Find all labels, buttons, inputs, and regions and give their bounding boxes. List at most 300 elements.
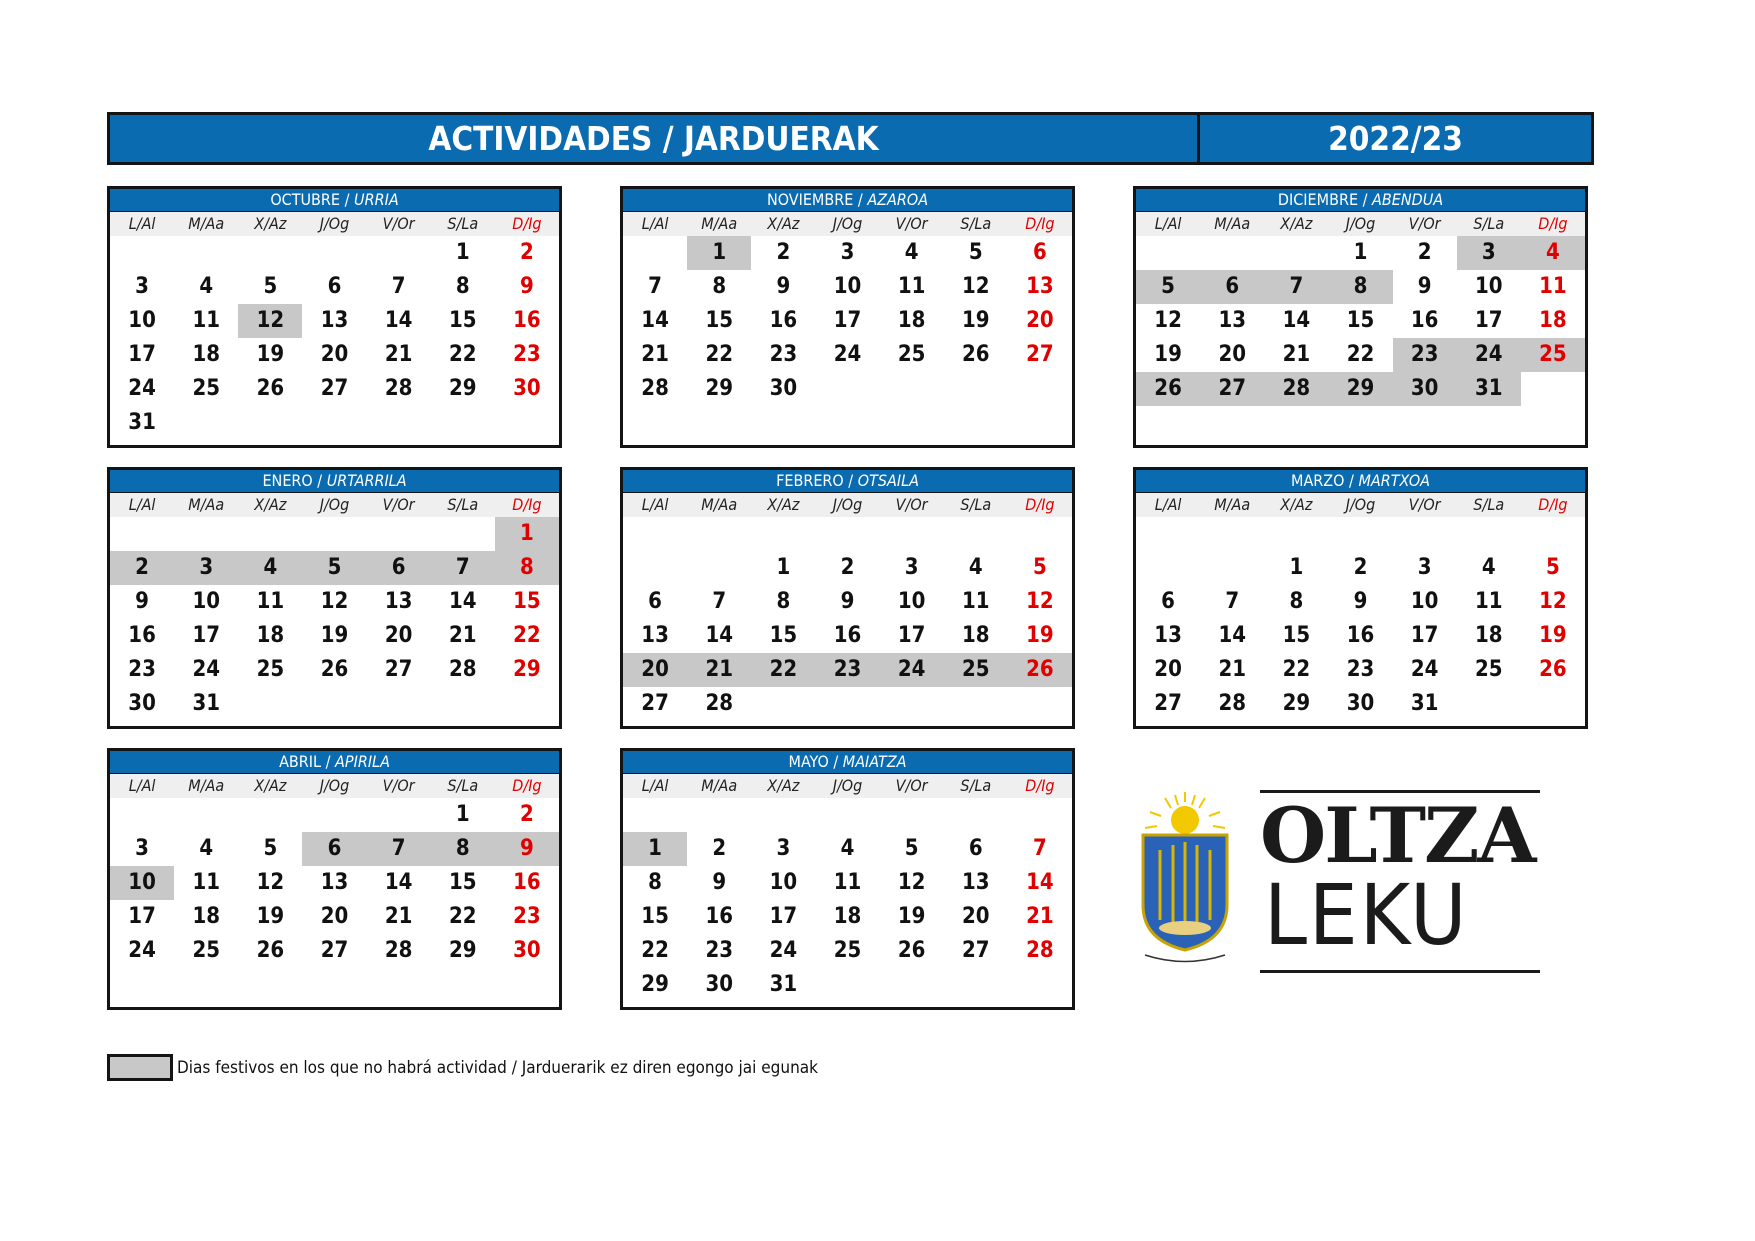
days-grid <box>110 236 559 440</box>
empty-cell <box>815 798 879 832</box>
day-cell: 25 <box>256 657 285 682</box>
weekday-label: M/Aa <box>701 776 738 795</box>
empty-cell <box>1008 517 1072 551</box>
empty-cell <box>174 517 238 551</box>
weekday-label: L/Al <box>641 776 669 795</box>
weekday-header <box>110 212 559 236</box>
day-cell: 1 <box>455 802 470 827</box>
day-cell: 25 <box>833 938 862 963</box>
weekday-label: X/Az <box>254 495 287 514</box>
days-grid <box>623 798 1072 1002</box>
day-cell: 4 <box>1481 555 1496 580</box>
month-name-es: MAYO <box>788 752 829 771</box>
day-cell: 2 <box>1353 555 1368 580</box>
month-title: NOVIEMBRE / AZAROA <box>623 189 1072 212</box>
legend <box>107 1054 818 1081</box>
day-cell: 27 <box>320 376 349 401</box>
day-cell: 26 <box>256 376 285 401</box>
day-cell: 21 <box>641 342 669 367</box>
day-cell: 8 <box>455 274 470 299</box>
day-cell: 16 <box>128 623 156 648</box>
days-grid <box>110 517 559 721</box>
weekday-label: S/La <box>960 214 992 233</box>
month-febrero <box>620 467 1075 729</box>
weekday-label: D/Ig <box>512 214 542 233</box>
empty-cell <box>1200 236 1264 270</box>
empty-cell <box>1521 517 1585 551</box>
days-grid <box>1136 517 1585 721</box>
day-cell-holiday: 7 <box>431 551 495 585</box>
day-cell: 23 <box>1346 657 1375 682</box>
day-cell-holiday: 26 <box>1136 372 1200 406</box>
day-cell: 1 <box>776 555 791 580</box>
day-cell: 29 <box>449 938 477 963</box>
day-cell-holiday: 3 <box>1457 236 1521 270</box>
day-cell: 4 <box>904 240 919 265</box>
day-cell-holiday: 1 <box>495 517 559 551</box>
day-cell: 22 <box>1282 657 1311 682</box>
day-cell: 4 <box>199 836 214 861</box>
weekday-label: V/Or <box>382 776 415 795</box>
day-cell: 1 <box>1289 555 1304 580</box>
day-cell: 31 <box>1410 691 1439 716</box>
empty-cell <box>880 517 944 551</box>
day-cell: 19 <box>320 623 349 648</box>
day-cell: 10 <box>1475 274 1503 299</box>
day-cell: 5 <box>1546 555 1560 580</box>
day-cell: 28 <box>1026 938 1054 963</box>
day-cell-holiday: 5 <box>1136 270 1200 304</box>
day-cell: 14 <box>384 308 413 333</box>
day-cell-holiday: 8 <box>495 551 559 585</box>
day-cell: 31 <box>192 691 220 716</box>
day-cell: 19 <box>256 342 285 367</box>
day-cell: 20 <box>1026 308 1054 333</box>
weekday-label: D/Ig <box>1025 776 1055 795</box>
day-cell: 11 <box>833 870 862 895</box>
day-cell: 23 <box>128 657 156 682</box>
day-cell-holiday: 26 <box>1008 653 1072 687</box>
empty-cell <box>1393 517 1457 551</box>
day-cell: 15 <box>769 623 798 648</box>
day-cell: 26 <box>256 938 285 963</box>
weekday-label: D/Ig <box>512 495 542 514</box>
day-cell: 27 <box>1026 342 1054 367</box>
empty-cell <box>302 236 366 270</box>
day-cell: 31 <box>769 972 798 997</box>
day-cell: 30 <box>513 376 541 401</box>
empty-cell <box>623 517 687 551</box>
day-cell: 21 <box>384 904 413 929</box>
day-cell: 12 <box>320 589 349 614</box>
day-cell: 12 <box>897 870 926 895</box>
day-cell: 8 <box>1289 589 1304 614</box>
empty-cell <box>302 798 366 832</box>
day-cell: 20 <box>384 623 413 648</box>
day-cell: 13 <box>962 870 990 895</box>
weekday-label: J/Og <box>1345 495 1376 514</box>
weekday-label: S/La <box>447 776 479 795</box>
weekday-label: V/Or <box>1408 214 1441 233</box>
day-cell-holiday: 2 <box>110 551 174 585</box>
day-cell: 10 <box>192 589 220 614</box>
day-cell: 9 <box>135 589 149 614</box>
day-cell: 20 <box>320 904 349 929</box>
day-cell-holiday: 8 <box>431 832 495 866</box>
day-cell: 26 <box>962 342 990 367</box>
month-marzo <box>1133 467 1588 729</box>
month-name-es: ABRIL <box>279 752 322 771</box>
weekday-label: S/La <box>960 776 992 795</box>
day-cell: 22 <box>449 904 477 929</box>
day-cell: 5 <box>968 240 983 265</box>
day-cell-holiday: 5 <box>302 551 366 585</box>
weekday-label: M/Aa <box>188 214 225 233</box>
day-cell: 10 <box>897 589 926 614</box>
month-name-es: NOVIEMBRE <box>766 190 854 209</box>
day-cell-holiday: 4 <box>1521 236 1585 270</box>
day-cell: 28 <box>641 376 669 401</box>
weekday-label: V/Or <box>382 214 415 233</box>
month-name-es: ENERO <box>262 471 313 490</box>
logo-line2: LEKU <box>1264 866 1469 964</box>
day-cell: 16 <box>513 870 541 895</box>
weekday-label: L/Al <box>128 776 156 795</box>
day-cell: 11 <box>1475 589 1503 614</box>
empty-cell <box>110 517 174 551</box>
day-cell: 31 <box>128 410 156 435</box>
day-cell-holiday: 30 <box>1393 372 1457 406</box>
weekday-label: D/Ig <box>1538 214 1568 233</box>
days-grid <box>1136 236 1585 406</box>
day-cell: 17 <box>128 904 156 929</box>
day-cell: 27 <box>962 938 990 963</box>
month-name-eu: APIRILA <box>335 752 390 771</box>
empty-cell <box>1136 236 1200 270</box>
weekday-label: J/Og <box>832 776 863 795</box>
empty-cell <box>1264 517 1328 551</box>
day-cell: 11 <box>1539 274 1567 299</box>
day-cell: 8 <box>776 589 791 614</box>
day-cell: 21 <box>1282 342 1311 367</box>
day-cell: 13 <box>320 308 349 333</box>
day-cell: 24 <box>128 938 156 963</box>
month-enero <box>107 467 562 729</box>
day-cell: 16 <box>1346 623 1375 648</box>
day-cell: 18 <box>1475 623 1503 648</box>
weekday-label: L/Al <box>641 214 669 233</box>
weekday-label: X/Az <box>767 495 800 514</box>
weekday-label: V/Or <box>895 214 928 233</box>
day-cell: 7 <box>391 274 406 299</box>
weekday-label: X/Az <box>1280 214 1313 233</box>
month-name-es: DICIEMBRE <box>1277 190 1359 209</box>
empty-cell <box>623 798 687 832</box>
day-cell: 22 <box>513 623 541 648</box>
day-cell: 23 <box>513 904 541 929</box>
day-cell: 24 <box>833 342 862 367</box>
day-cell: 15 <box>1282 623 1311 648</box>
day-cell-holiday: 6 <box>367 551 431 585</box>
day-cell: 13 <box>1154 623 1182 648</box>
day-cell: 22 <box>641 938 669 963</box>
day-cell: 19 <box>897 904 926 929</box>
day-cell: 16 <box>769 308 798 333</box>
day-cell: 12 <box>1154 308 1182 333</box>
day-cell: 21 <box>384 342 413 367</box>
day-cell: 19 <box>1026 623 1054 648</box>
day-cell-holiday: 29 <box>1328 372 1392 406</box>
empty-cell <box>174 798 238 832</box>
day-cell: 29 <box>1282 691 1311 716</box>
month-name-es: MARZO <box>1291 471 1345 490</box>
month-noviembre <box>620 186 1075 448</box>
day-cell: 3 <box>840 240 855 265</box>
weekday-label: J/Og <box>319 214 350 233</box>
weekday-label: M/Aa <box>188 776 225 795</box>
empty-cell <box>110 236 174 270</box>
day-cell: 21 <box>449 623 477 648</box>
month-name-eu: OTSAILA <box>857 471 919 490</box>
day-cell: 14 <box>1218 623 1246 648</box>
day-cell: 7 <box>1033 836 1047 861</box>
day-cell: 21 <box>1026 904 1054 929</box>
weekday-label: X/Az <box>254 776 287 795</box>
day-cell: 7 <box>1225 589 1240 614</box>
day-cell: 17 <box>897 623 926 648</box>
day-cell: 10 <box>833 274 862 299</box>
day-cell: 15 <box>449 308 477 333</box>
day-cell: 12 <box>1539 589 1567 614</box>
weekday-header <box>623 212 1072 236</box>
weekday-label: L/Al <box>1154 495 1182 514</box>
day-cell: 28 <box>384 938 413 963</box>
empty-cell <box>367 798 431 832</box>
day-cell: 5 <box>263 274 278 299</box>
empty-cell <box>1457 517 1521 551</box>
empty-cell <box>1200 517 1264 551</box>
day-cell: 14 <box>449 589 477 614</box>
days-grid <box>623 517 1072 721</box>
day-cell: 18 <box>833 904 862 929</box>
weekday-label: L/Al <box>1154 214 1182 233</box>
day-cell: 5 <box>904 836 919 861</box>
day-cell: 3 <box>135 274 149 299</box>
day-cell: 15 <box>641 904 669 929</box>
day-cell: 18 <box>962 623 990 648</box>
day-cell-holiday: 28 <box>1264 372 1328 406</box>
day-cell: 19 <box>256 904 285 929</box>
weekday-header <box>1136 212 1585 236</box>
empty-cell <box>1200 551 1264 585</box>
month-octubre <box>107 186 562 448</box>
weekday-label: X/Az <box>1280 495 1313 514</box>
weekday-header <box>110 774 559 798</box>
day-cell: 30 <box>769 376 798 401</box>
day-cell: 30 <box>128 691 156 716</box>
day-cell: 28 <box>1218 691 1246 716</box>
page-header <box>107 112 1594 165</box>
day-cell-holiday: 3 <box>174 551 238 585</box>
empty-cell <box>1328 517 1392 551</box>
day-cell: 12 <box>1026 589 1054 614</box>
day-cell: 15 <box>1346 308 1375 333</box>
day-cell: 4 <box>968 555 983 580</box>
day-cell: 28 <box>449 657 477 682</box>
day-cell-holiday: 24 <box>1457 338 1521 372</box>
empty-cell <box>687 517 751 551</box>
day-cell-holiday: 4 <box>238 551 302 585</box>
day-cell: 29 <box>513 657 541 682</box>
day-cell-holiday: 25 <box>1521 338 1585 372</box>
day-cell: 28 <box>705 691 733 716</box>
day-cell: 19 <box>1154 342 1182 367</box>
day-cell: 19 <box>962 308 990 333</box>
month-title: OCTUBRE / URRIA <box>110 189 559 212</box>
day-cell: 9 <box>520 274 534 299</box>
empty-cell <box>1264 236 1328 270</box>
day-cell: 30 <box>705 972 733 997</box>
empty-cell <box>944 798 1008 832</box>
month-name-eu: MAIATZA <box>842 752 907 771</box>
empty-cell <box>110 798 174 832</box>
day-cell: 1 <box>455 240 470 265</box>
weekday-label: V/Or <box>382 495 415 514</box>
day-cell: 2 <box>520 802 534 827</box>
day-cell-holiday: 27 <box>1200 372 1264 406</box>
day-cell: 30 <box>513 938 541 963</box>
empty-cell <box>1008 798 1072 832</box>
day-cell-holiday: 7 <box>367 832 431 866</box>
empty-cell <box>623 551 687 585</box>
day-cell: 18 <box>1539 308 1567 333</box>
empty-cell <box>687 551 751 585</box>
school-year: 2022/23 <box>1197 115 1591 162</box>
day-cell: 18 <box>897 308 926 333</box>
month-name-eu: URRIA <box>354 190 399 209</box>
day-cell: 15 <box>513 589 541 614</box>
day-cell: 6 <box>648 589 662 614</box>
day-cell: 20 <box>962 904 990 929</box>
weekday-header <box>1136 493 1585 517</box>
weekday-label: M/Aa <box>1214 495 1251 514</box>
empty-cell <box>238 236 302 270</box>
day-cell: 13 <box>320 870 349 895</box>
weekday-label: S/La <box>1473 214 1505 233</box>
day-cell: 13 <box>641 623 669 648</box>
empty-cell <box>751 798 815 832</box>
legend-text: Dias festivos en los que no habrá actividad / Jarduerarik ez diren egongo jai egunak <box>177 1057 818 1078</box>
day-cell: 8 <box>712 274 727 299</box>
day-cell: 2 <box>776 240 791 265</box>
day-cell: 11 <box>256 589 285 614</box>
weekday-label: M/Aa <box>1214 214 1251 233</box>
month-name-eu: MARTXOA <box>1358 471 1430 490</box>
day-cell: 20 <box>1154 657 1182 682</box>
empty-cell <box>367 236 431 270</box>
weekday-label: X/Az <box>254 214 287 233</box>
day-cell: 10 <box>769 870 798 895</box>
day-cell: 16 <box>705 904 733 929</box>
day-cell: 12 <box>256 870 285 895</box>
day-cell: 26 <box>897 938 926 963</box>
weekday-label: J/Og <box>319 776 350 795</box>
logo-bottom-rule <box>1260 970 1540 973</box>
day-cell: 24 <box>192 657 220 682</box>
weekday-label: S/La <box>447 214 479 233</box>
day-cell: 13 <box>1026 274 1054 299</box>
empty-cell <box>687 798 751 832</box>
day-cell: 24 <box>128 376 156 401</box>
day-cell: 13 <box>1218 308 1246 333</box>
day-cell: 22 <box>449 342 477 367</box>
weekday-label: D/Ig <box>1025 495 1055 514</box>
day-cell: 17 <box>192 623 220 648</box>
day-cell: 11 <box>962 589 990 614</box>
day-cell: 17 <box>128 342 156 367</box>
day-cell-holiday: 1 <box>623 832 687 866</box>
weekday-label: D/Ig <box>1538 495 1568 514</box>
day-cell: 17 <box>769 904 798 929</box>
month-name-es: OCTUBRE <box>270 190 341 209</box>
day-cell-holiday: 22 <box>751 653 815 687</box>
month-abril <box>107 748 562 1010</box>
day-cell: 11 <box>192 308 220 333</box>
empty-cell <box>174 236 238 270</box>
day-cell: 5 <box>263 836 278 861</box>
weekday-header <box>110 493 559 517</box>
day-cell: 2 <box>1417 240 1432 265</box>
empty-cell <box>1136 517 1200 551</box>
weekday-label: V/Or <box>895 495 928 514</box>
month-title: MARZO / MARTXOA <box>1136 470 1585 493</box>
weekday-label: V/Or <box>895 776 928 795</box>
day-cell: 5 <box>1033 555 1047 580</box>
weekday-label: J/Og <box>319 495 350 514</box>
weekday-label: X/Az <box>767 214 800 233</box>
day-cell: 22 <box>1346 342 1375 367</box>
month-name-eu: AZAROA <box>867 190 929 209</box>
day-cell: 10 <box>128 308 156 333</box>
day-cell: 3 <box>904 555 919 580</box>
empty-cell <box>880 798 944 832</box>
day-cell: 6 <box>1161 589 1175 614</box>
day-cell: 29 <box>641 972 669 997</box>
day-cell: 7 <box>648 274 662 299</box>
day-cell: 23 <box>705 938 733 963</box>
day-cell-holiday: 10 <box>110 866 174 900</box>
weekday-header <box>623 493 1072 517</box>
month-name-eu: ABENDUA <box>1372 190 1444 209</box>
month-title: FEBRERO / OTSAILA <box>623 470 1072 493</box>
day-cell: 29 <box>449 376 477 401</box>
day-cell: 14 <box>384 870 413 895</box>
day-cell: 25 <box>192 376 220 401</box>
days-grid <box>623 236 1072 406</box>
day-cell-holiday: 20 <box>623 653 687 687</box>
day-cell: 3 <box>776 836 791 861</box>
day-cell: 6 <box>327 274 342 299</box>
weekday-label: S/La <box>1473 495 1505 514</box>
day-cell: 2 <box>840 555 855 580</box>
empty-cell <box>944 517 1008 551</box>
day-cell: 26 <box>320 657 349 682</box>
weekday-header <box>623 774 1072 798</box>
day-cell-holiday: 21 <box>687 653 751 687</box>
day-cell: 14 <box>641 308 669 333</box>
month-title: ABRIL / APIRILA <box>110 751 559 774</box>
day-cell: 23 <box>513 342 541 367</box>
